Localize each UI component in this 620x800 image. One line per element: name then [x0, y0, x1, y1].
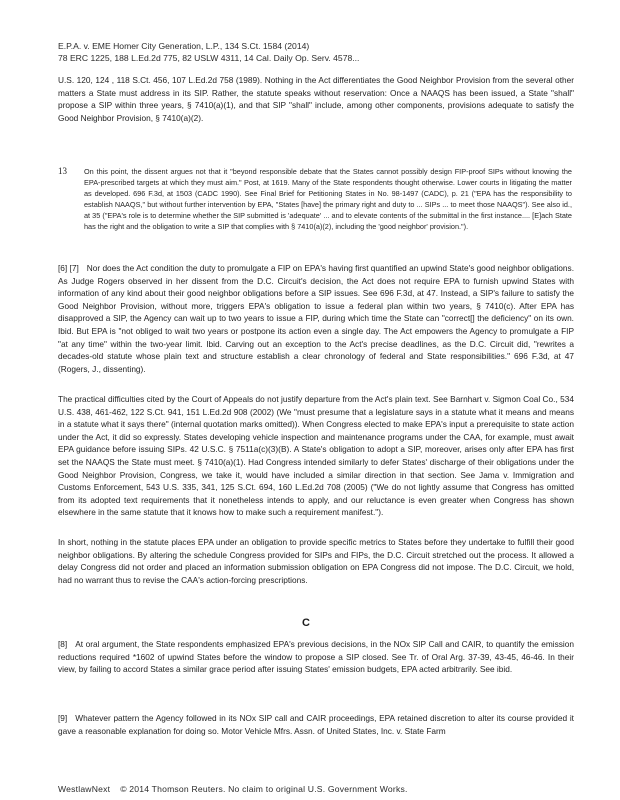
page-footer	[58, 784, 408, 794]
headnote-marker-9[interactable]: [9]	[58, 713, 68, 723]
practical-difficulties-paragraph: The practical difficulties cited by the Court of Appeals do not justify departure from the Act's plain text. See Barnhart v. Sigmon Coal Co., 534 U.S. 438, 461-462, 122 S.Ct. 941, 151 L.Ed.2d 908 (2002) (We "must presume that a legislature says in a statute what it means and means in a statute what it says there" (internal quotation marks omitted)). When Congress elected to make EPA's input a prerequisite to state action under the Act, it did so expressly. States developing vehicle inspection and maintenance programs under the CAA, for example, must await EPA guidance before issuing SIPs. 42 U.S.C. § 7511a(c)(3)(B). A State's obligation to adopt a SIP, moreover, arises only after EPA has first set the NAAQS the State must meet. § 7410(a)(1). Had Congress intended similarly to defer States' discharge of their obligations under the Good Neighbor Provision, Congress, we take it, would have included a similar direction in that section. See Jama v. Immigration and Customs Enforcement, 543 U.S. 335, 341, 125 S.Ct. 694, 160 L.Ed.2d 708 (2005) ("We do not lightly assume that Congress has omitted from its adopted text requirements that it nonetheless intends to apply, and our reluctance is even greater when Congress has shown elsewhere in the same statute that it knows how to make such a requirement manifest.").	[58, 394, 574, 518]
paragraph-6-text: Nor does the Act condition the duty to promulgate a FIP on EPA's having first quantified an upwind State's good neighbor obligations. As Judge Rogers observed in her dissent from the D.C. Circuit's decision, the Act does not require EPA to furnish upwind States with information of any kind about their good neighbor obligations before a SIP issues. See 696 F.3d, at 47. Instead, a SIP's failure to satisfy the Good Neighbor Provision, without more, triggers EPA's obligation to issue a federal plan within two years, § 7410(c). After EPA has disapproved a SIP, the Agency can wait up to two years to issue a FIP, during which time the State can "correct[] the deficiency" on its own. Ibid. But EPA is "not obliged to wait two years or postpone its action even a single day. The Act empowers the Agency to promulgate a FIP "at any time" within the two-year limit. Ibid. Carving out an exception to the Act's precise deadlines, as the D.C. Circuit did, "rewrites a decades-old statute whose plain text and structure establish a clear chronology of federal and State responsibilities." 696 F.3d, at 47 (Rogers, J., dissenting).	[58, 263, 574, 374]
paragraph-9-text: Whatever pattern the Agency followed in its NOx SIP call and CAIR proceedings, EPA retained discretion to alter its course provided it gave a reasonable explanation for doing so. Motor Vehicle Mfrs. Assn. of United States, Inc. v. State Farm	[58, 713, 574, 736]
in-short-paragraph: In short, nothing in the statute places EPA under an obligation to provide specific metrics to States before they undertake to fulfill their good neighbor obligations. By altering the schedule Congress provided for SIPs and FIPs, the D.C. Circuit stretched out the process. It allowed a delay Congress did not order and placed an information submission obligation on EPA Congress did not impose. The D.C. Circuit, we hold, had no warrant thus to revise the CAA's action-forcing prescriptions.	[58, 537, 574, 585]
copyright-notice: © 2014 Thomson Reuters. No claim to original U.S. Government Works.	[120, 784, 408, 794]
westlaw-logo: WestlawNext	[58, 784, 111, 794]
citation-line-2: 78 ERC 1225, 188 L.Ed.2d 775, 82 USLW 4311, 14 Cal. Daily Op. Serv. 4578...	[58, 53, 360, 63]
section-heading-c: C	[302, 617, 310, 629]
footnote-number: 13	[58, 166, 67, 176]
paragraph-8	[58, 638, 574, 676]
paragraph-9	[58, 712, 574, 737]
headnote-marker-8[interactable]: [8]	[58, 639, 68, 649]
citation-header	[58, 40, 578, 64]
citation-line-1: E.P.A. v. EME Homer City Generation, L.P., 134 S.Ct. 1584 (2014)	[58, 41, 310, 51]
intro-paragraph: U.S. 120, 124 , 118 S.Ct. 456, 107 L.Ed.2d 758 (1989). Nothing in the Act differentiates the Good Neighbor Provision from the several other matters a State must address in its SIP. Rather, the statute speaks without reservation: Once a NAAQS has been issued, a State "shall" propose a SIP within three years, § 7410(a)(1), and that SIP "shall" include, among other components, provisions adequate to satisfy the Good Neighbor Provision, § 7410(a)(2).	[58, 75, 574, 123]
paragraph-6	[58, 262, 574, 375]
paragraph-8-text: At oral argument, the State respondents emphasized EPA's previous decisions, in the NOx SIP Call and CAIR, to quantify the emission reductions required *1602 of upwind States before the window to propose a SIP closed. See Tr. of Oral Arg. 37-39, 43-45, 46-46. In their view, by failing to accord States a similar grace period after issuing States' emission budgets, EPA acted arbitrarily. See ibid.	[58, 639, 574, 675]
headnote-markers-6-7[interactable]: [6] [7]	[58, 263, 79, 273]
footnote-13: On this point, the dissent argues not that it "beyond responsible debate that the States cannot possibly design FIP-proof SIPs without knowing the EPA-prescribed targets at which they must aim." Post, at 1619. Many of the State respondents thought otherwise. Lower courts in litigating the matter as developed. 696 F.3d, at 1503 (CADC 1990). See Final Brief for Petitioning States in No. 98-1497 (CADC), p. 21 ("EPA has the responsibility to establish NAAQS," but without further intervention by EPA, "States [have] the primary right and duty to ... SIPs ... to meet those NAAQS"). See also id., at 35 ("EPA's role is to determine whether the SIP submitted is 'adequate' ... and to elevate contents of the submittal in the first instance.... [E]ach State has the right and the obligation to write a SIP that complies with § 7410(a)(2), including the 'good neighbor' provision.").	[84, 167, 572, 231]
